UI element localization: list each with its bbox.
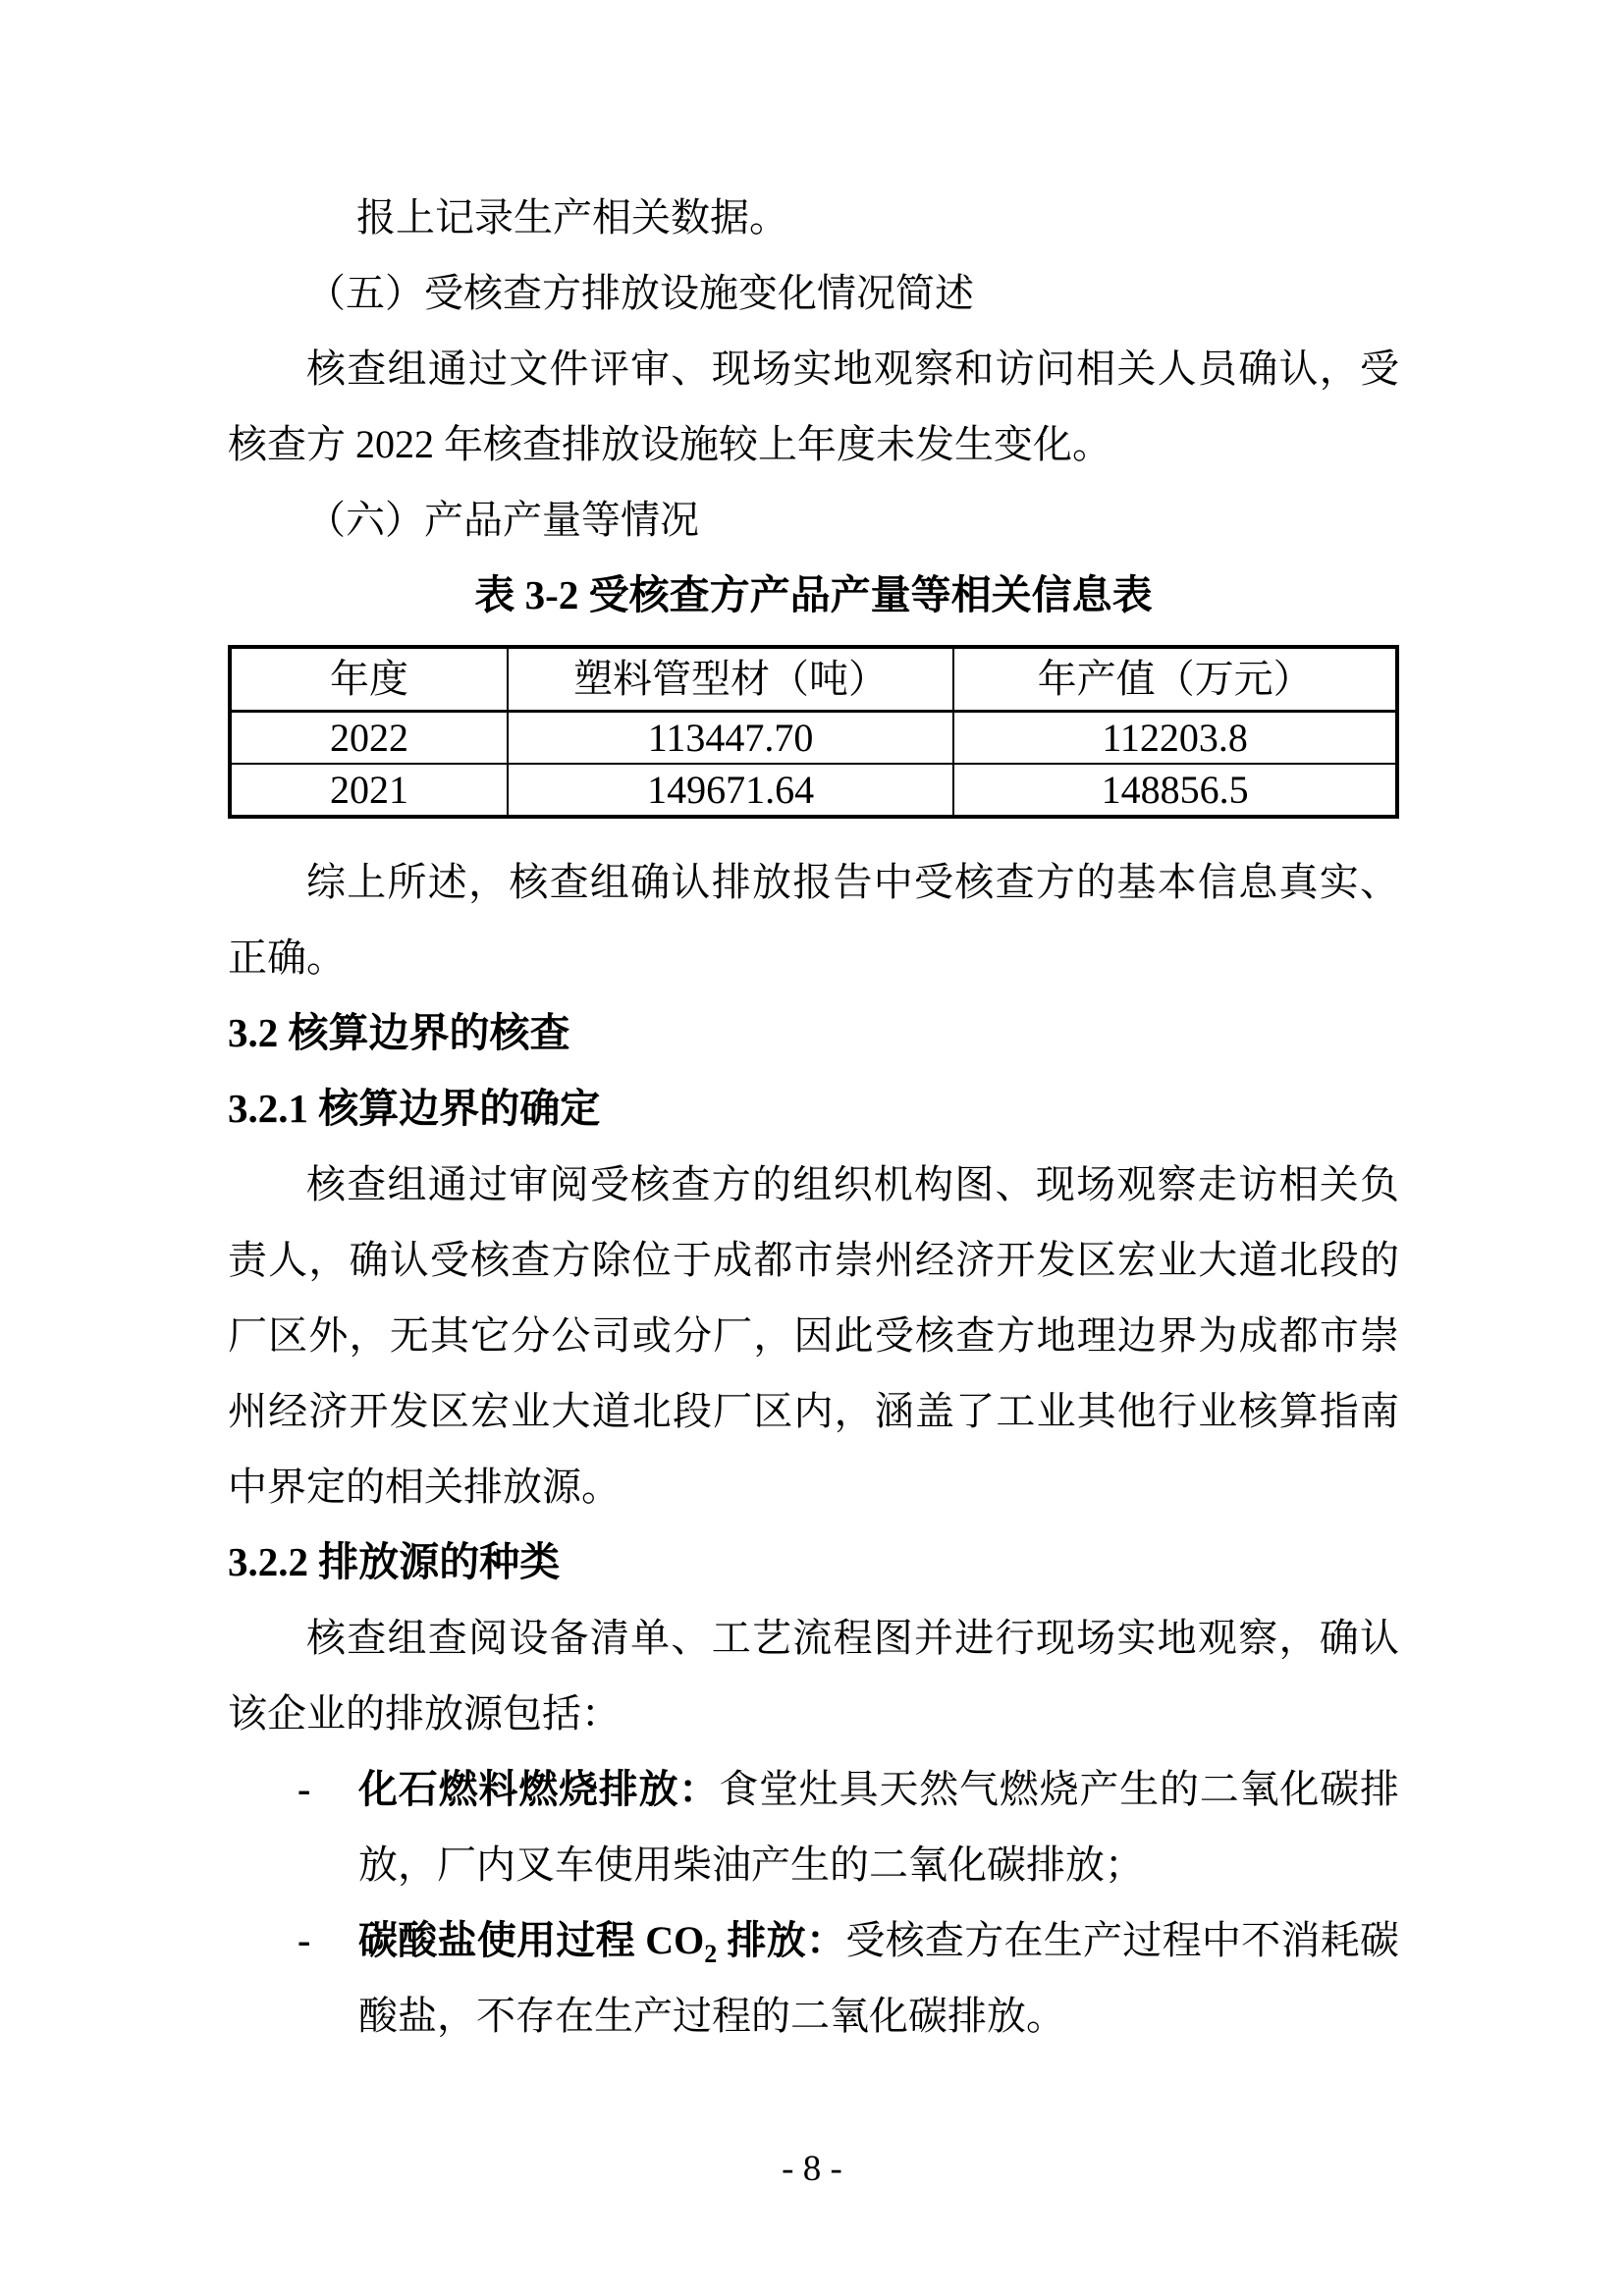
bullet-carbonate-label-subscript: 2 (704, 1940, 718, 1968)
table-title: 表 3-2 受核查方产品产量等相关信息表 (474, 572, 1153, 617)
bullet-fossil-fuel-text: 食堂灶具天然气燃烧产生的二氧化碳排放，厂内叉车使用柴油产生的二氧化碳排放； (358, 1767, 1400, 1887)
bullet-carbonate-label-post: 排放： (717, 1918, 846, 1962)
bullet-dash-marker: - (298, 1767, 311, 1811)
table-row-2022 (230, 712, 1397, 765)
section322-heading: 3.2.2 排放源的种类 (228, 1539, 561, 1584)
section5-paragraph: 核查组通过文件评审、现场实地观察和访问相关人员确认，受核查方 2022 年核查排放设施较上年度未发生变化。 (228, 347, 1399, 466)
section322-paragraph: 核查组查阅设备清单、工艺流程图并进行现场实地观察，确认该企业的排放源包括： (228, 1616, 1399, 1735)
section321-paragraph: 核查组通过审阅受核查方的组织机构图、现场观察走访相关负责人，确认受核查方除位于成都市崇州经济开发区宏业大道北段的厂区外，无其它分公司或分厂，因此受核查方地理边界为成都市崇州经济开发区宏业大道北段厂区内，涵盖了工业其他行业核算指南中界定的相关排放源。 (228, 1162, 1399, 1509)
table-header-annual-output-value: 年产值（万元） (953, 647, 1397, 712)
table-header-year: 年度 (230, 647, 508, 712)
cell-pipe-output-2022: 113447.70 (508, 712, 953, 765)
carryover-paragraph-line: 报上记录生产相关数据。 (356, 195, 788, 240)
bullet-carbonate-label (358, 1918, 846, 1968)
bullet-carbonate-co2-emission (228, 1902, 1399, 2054)
bullet-carbonate-text: 受核查方在生产过程中不消耗碳酸盐，不存在生产过程的二氧化碳排放。 (358, 1918, 1400, 2038)
bullet-fossil-fuel-emission (228, 1751, 1399, 1902)
bullet-fossil-fuel-label (358, 1767, 719, 1811)
cell-output-value-2022: 112203.8 (953, 712, 1397, 765)
section321-heading: 3.2.1 核算边界的确定 (228, 1086, 601, 1131)
section5-heading: （五）受核查方排放设施变化情况简述 (306, 271, 974, 315)
cell-pipe-output-2021: 149671.64 (508, 764, 953, 817)
product-output-table (228, 645, 1399, 819)
section6-heading: （六）产品产量等情况 (306, 498, 699, 542)
summary-paragraph: 综上所述，核查组确认排放报告中受核查方的基本信息真实、正确。 (228, 860, 1399, 980)
cell-year-2022: 2022 (230, 712, 508, 765)
table-header-plastic-pipe-output: 塑料管型材（吨） (508, 647, 953, 712)
section32-heading: 3.2 核算边界的核查 (228, 1010, 570, 1055)
page-number: - 8 - (782, 2149, 842, 2189)
bullet-dash-marker: - (298, 1918, 311, 1962)
cell-output-value-2021: 148856.5 (953, 764, 1397, 817)
bullet-carbonate-label-text: 碳酸盐使用过程 CO (358, 1918, 705, 1962)
cell-year-2021: 2021 (230, 764, 508, 817)
table-header-row (230, 647, 1397, 712)
table-row-2021 (230, 764, 1397, 817)
bullet-fossil-fuel-label-text: 化石燃料燃烧排放： (358, 1767, 720, 1811)
